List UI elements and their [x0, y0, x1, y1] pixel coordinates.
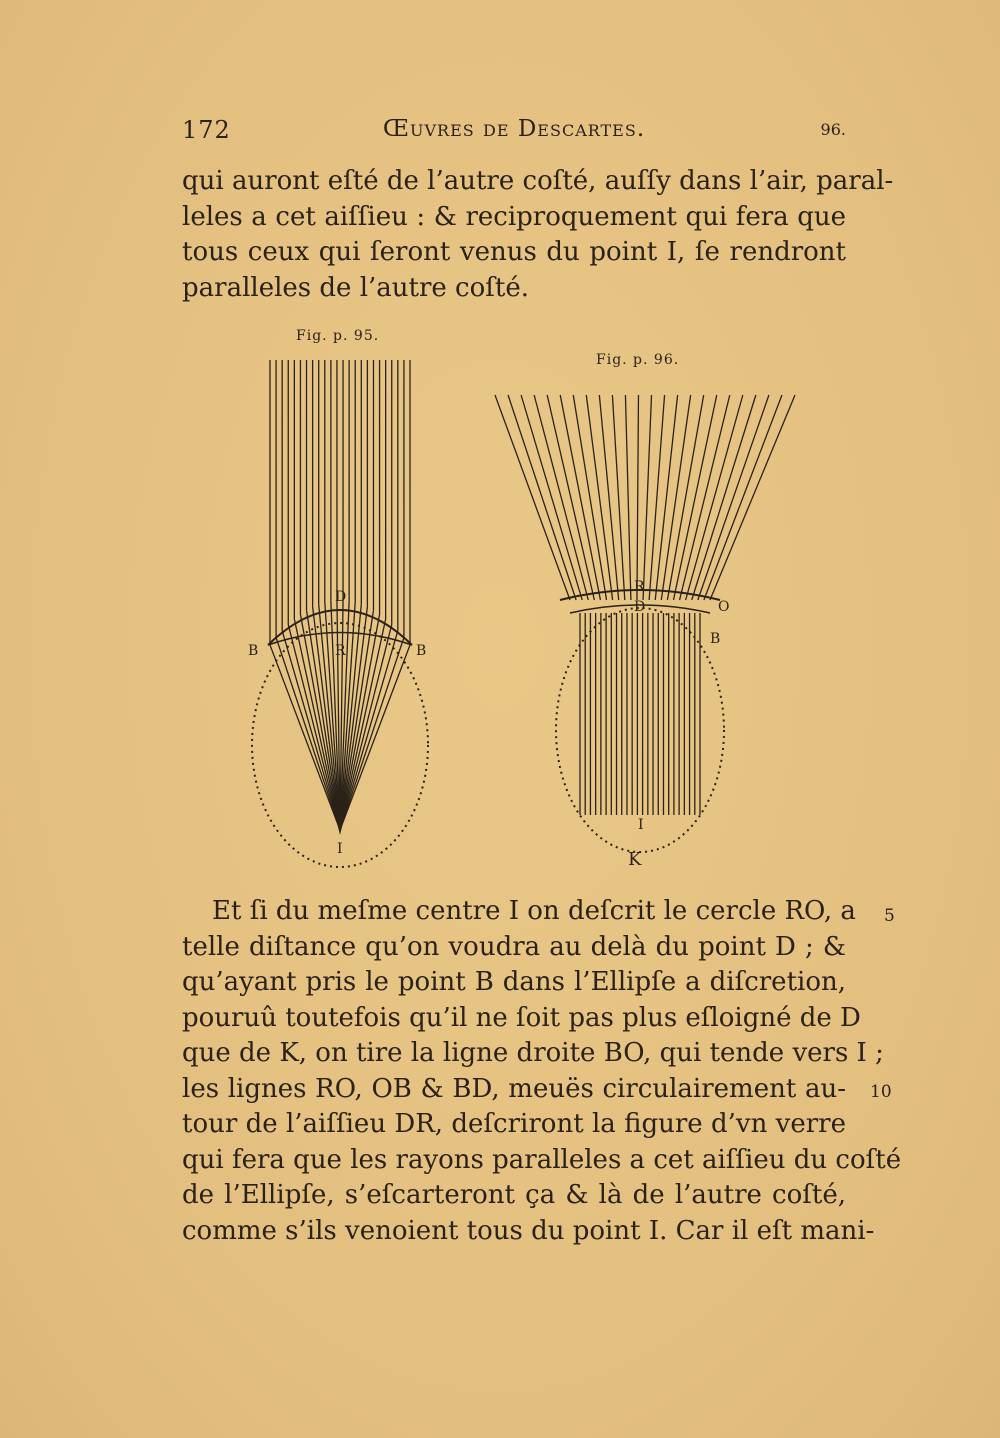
text-line: qui auront eſté de l’autre coſté, auſſy dans l’air, paral-	[182, 166, 894, 196]
label-d: D	[634, 599, 646, 615]
running-title: Œuvres de Descartes.	[382, 116, 646, 142]
ray-line	[282, 631, 340, 830]
label-d: D	[335, 589, 347, 605]
figure-right-diagram	[480, 385, 810, 875]
ray-line	[625, 395, 630, 600]
ray-line	[667, 395, 703, 600]
label-r: R	[634, 579, 645, 595]
original-folio: 96.	[820, 120, 846, 139]
text-line: que de K, on tire la ligne droite BO, qui tende vers I ;	[182, 1038, 884, 1068]
ray-line	[655, 395, 677, 600]
label-b: B	[710, 631, 721, 647]
margin-line-number: 10	[870, 1082, 892, 1102]
text-line: tous ceux qui ſeront venus du point I, ſe rendront	[182, 237, 846, 267]
paragraph-top	[182, 164, 894, 306]
figure-left-caption: Fig. p. 95.	[296, 328, 380, 344]
ray-line	[495, 395, 570, 600]
figure-left-diagram	[240, 355, 450, 875]
ray-line	[612, 395, 624, 600]
ray-line	[288, 625, 340, 830]
ray-line	[637, 395, 639, 600]
figure-right-caption: Fig. p. 96.	[596, 352, 680, 368]
ray-line	[673, 395, 716, 600]
text-line: qui fera que les rayons paralleles a cet aiſſieu du coſté	[182, 1144, 902, 1175]
text-line: tour de l’aiſſieu DR, deſcriront la figure d’vn verre	[182, 1109, 846, 1139]
text-line: telle diſtance qu’on voudra au delà du point D ; &	[182, 931, 846, 962]
text-line: pouruû toutefois qu’il ne ſoit pas plus eſloigné de D	[182, 1002, 861, 1033]
margin-line-number: 5	[884, 906, 895, 926]
text-line: comme s’ils venoient tous du point I. Car il eſt mani-	[182, 1215, 875, 1246]
ray-line	[704, 395, 782, 600]
ray-line	[643, 395, 651, 600]
ray-line	[649, 395, 664, 600]
running-head	[182, 116, 846, 148]
ray-line	[692, 395, 756, 600]
text-line: de l’Ellipſe, s’eſcarteront ça & là de l’autre coſté,	[182, 1180, 846, 1210]
page-number: 172	[182, 116, 231, 144]
text-line: les lignes RO, OB & BD, meuës circulairement au-	[182, 1073, 846, 1104]
label-i: I	[638, 817, 644, 833]
ray-line	[661, 395, 690, 600]
ray-line	[698, 395, 769, 600]
ray-line	[340, 631, 398, 830]
ray-line	[521, 395, 582, 600]
text-line: paralleles de l’autre coſté.	[182, 272, 529, 303]
label-i: I	[337, 841, 343, 857]
label-b-right: B	[416, 643, 427, 659]
text-line: leles a cet aiſſieu : & reciproquement qui fera que	[182, 201, 846, 232]
ray-line	[547, 395, 594, 600]
label-o: O	[718, 599, 730, 615]
ray-line	[340, 614, 380, 830]
text-line: Et ſi du meſme centre I on deſcrit le cercle RO, a	[212, 896, 856, 926]
label-k: K	[628, 849, 642, 870]
label-b-left: B	[248, 643, 259, 659]
ray-line	[340, 625, 392, 830]
ray-line	[686, 395, 743, 600]
text-line: qu’ayant pris le point B dans l’Ellipſe a diſcretion,	[182, 967, 846, 997]
ellipse-outline	[556, 608, 724, 852]
label-r: R	[335, 643, 346, 659]
